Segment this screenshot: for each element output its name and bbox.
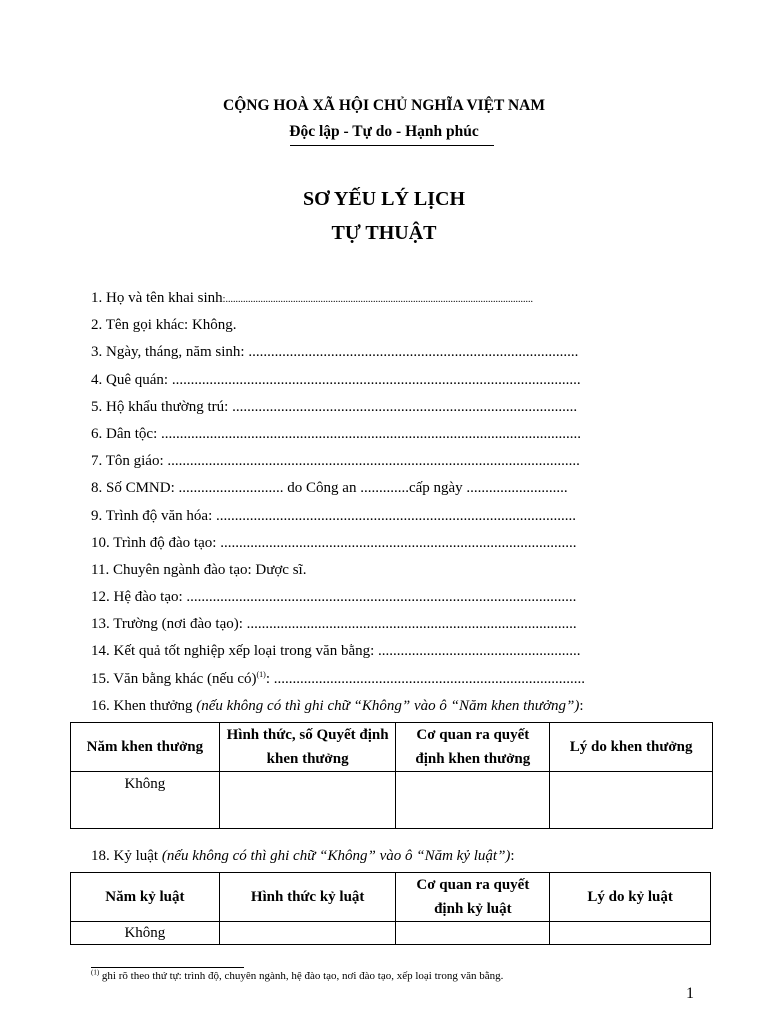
section-discipline-heading: [91, 848, 515, 865]
awards-table: [70, 722, 713, 829]
field-label: 1. Họ và tên khai sinh: [91, 290, 223, 306]
field-value[interactable]: ...............................................................................................: [220, 534, 577, 551]
table-row: [71, 772, 713, 829]
field-label: 9. Trình độ văn hóa:: [91, 507, 217, 524]
footnote-separator: [91, 967, 244, 968]
motto-underline: [290, 145, 494, 146]
field-value[interactable]: ............................ do Công an .............cấp ngày ...........................: [178, 480, 568, 497]
footnote-text: ghi rõ theo thứ tự: trình độ, chuyên ngành, hệ đào tạo, nơi đào tạo, xếp loại trong văn bằng.: [99, 970, 504, 982]
field-birth-date: [91, 342, 641, 369]
table-cell[interactable]: [550, 922, 711, 945]
section-note: (nếu không có thì ghi chữ “Không” vào ô “Năm khen thưởng”): [196, 697, 580, 714]
field-religion: [91, 451, 641, 478]
field-label: 13. Trường (nơi đào tạo):: [91, 616, 247, 633]
footnote-marker: (1): [91, 968, 100, 977]
table-cell[interactable]: [396, 772, 550, 829]
footnote-ref: (1): [256, 669, 266, 679]
field-label: 10. Trình độ đào tạo:: [91, 534, 221, 551]
national-motto: Độc lập - Tự do - Hạnh phúc: [289, 123, 479, 140]
table-header: Năm khen thưởng: [71, 723, 220, 772]
footnote: [91, 970, 503, 982]
field-label: 8. Số CMND:: [91, 480, 179, 497]
field-id-card: [91, 478, 641, 505]
table-cell[interactable]: Không: [71, 922, 220, 945]
field-label: 15. Văn bằng khác (nếu có): [91, 670, 257, 687]
field-value[interactable]: ..............................................................................................................: [167, 453, 580, 470]
table-header: Hình thức kỷ luật: [219, 873, 396, 922]
section-awards-heading: [91, 696, 641, 723]
field-label: 2. Tên gọi khác: Không.: [91, 317, 237, 334]
section-note: (nếu không có thì ghi chữ “Không” vào ô “Năm kỷ luật”): [161, 848, 511, 864]
field-ethnicity: [91, 424, 641, 451]
field-value[interactable]: ........................................................................................................: [186, 589, 577, 606]
field-separator: :: [222, 294, 226, 305]
field-label: 6. Dân tộc:: [91, 425, 161, 442]
field-value[interactable]: ......................................................: [378, 643, 581, 660]
field-value[interactable]: ........................................................................................: [248, 344, 579, 361]
national-title: CỘNG HOÀ XÃ HỘI CHỦ NGHĨA VIỆT NAM: [223, 97, 545, 114]
field-school: [91, 614, 641, 641]
field-value[interactable]: ................................................................................................................: [160, 425, 581, 442]
table-header-row: [71, 873, 711, 922]
section-colon: :: [510, 848, 515, 864]
table-header: Lý do kỷ luật: [550, 873, 711, 922]
field-label: 3. Ngày, tháng, năm sinh:: [91, 344, 249, 361]
section-label: 18. Kỷ luật: [91, 848, 162, 864]
section-colon: :: [579, 697, 584, 714]
table-cell[interactable]: [550, 772, 713, 829]
table-row: [71, 922, 711, 945]
table-header: Hình thức, số Quyết định khen thưởng: [219, 723, 396, 772]
table-header: Năm kỷ luật: [71, 873, 220, 922]
table-header-row: [71, 723, 713, 772]
field-label: 12. Hệ đào tạo:: [91, 589, 187, 606]
field-other-degrees: [91, 669, 641, 696]
field-value[interactable]: ............................................................................................: [232, 398, 578, 415]
page-number: 1: [686, 985, 694, 1002]
field-education-level: [91, 506, 641, 533]
field-value[interactable]: ................................................................................................: [216, 507, 577, 524]
table-header: Cơ quan ra quyết định khen thưởng: [396, 723, 550, 772]
table-cell[interactable]: [219, 772, 396, 829]
field-value[interactable]: ........................................................................................: [246, 616, 577, 633]
document-subtitle: TỰ THUẬT: [331, 222, 437, 244]
field-major: [91, 560, 641, 587]
field-graduation-grade: [91, 641, 641, 668]
document-title: SƠ YẾU LÝ LỊCH: [302, 188, 466, 210]
table-cell[interactable]: Không: [71, 772, 220, 829]
field-permanent-residence: [91, 397, 641, 424]
field-value[interactable]: : ...................................................................................: [265, 670, 585, 687]
field-hometown: [91, 370, 641, 397]
section-label: 16. Khen thưởng: [91, 697, 197, 714]
field-label: 11. Chuyên ngành đào tạo: Dược sĩ.: [91, 561, 307, 578]
field-birth-name: [91, 288, 641, 315]
field-value[interactable]: ...........................................................................................................................: [225, 294, 533, 305]
field-value[interactable]: .............................................................................................................: [171, 371, 581, 388]
field-label: 4. Quê quán:: [91, 371, 172, 388]
table-header: Cơ quan ra quyết định kỷ luật: [396, 873, 550, 922]
discipline-table: [70, 872, 711, 945]
field-training-system: [91, 587, 641, 614]
field-training-level: [91, 533, 641, 560]
form-fields: [91, 288, 641, 723]
field-label: 7. Tôn giáo:: [91, 453, 168, 470]
field-other-name: [91, 315, 641, 342]
table-cell[interactable]: [396, 922, 550, 945]
table-header: Lý do khen thưởng: [550, 723, 713, 772]
field-label: 5. Hộ khẩu thường trú:: [91, 398, 233, 415]
field-label: 14. Kết quả tốt nghiệp xếp loại trong văn bằng:: [91, 643, 379, 660]
table-cell[interactable]: [219, 922, 396, 945]
